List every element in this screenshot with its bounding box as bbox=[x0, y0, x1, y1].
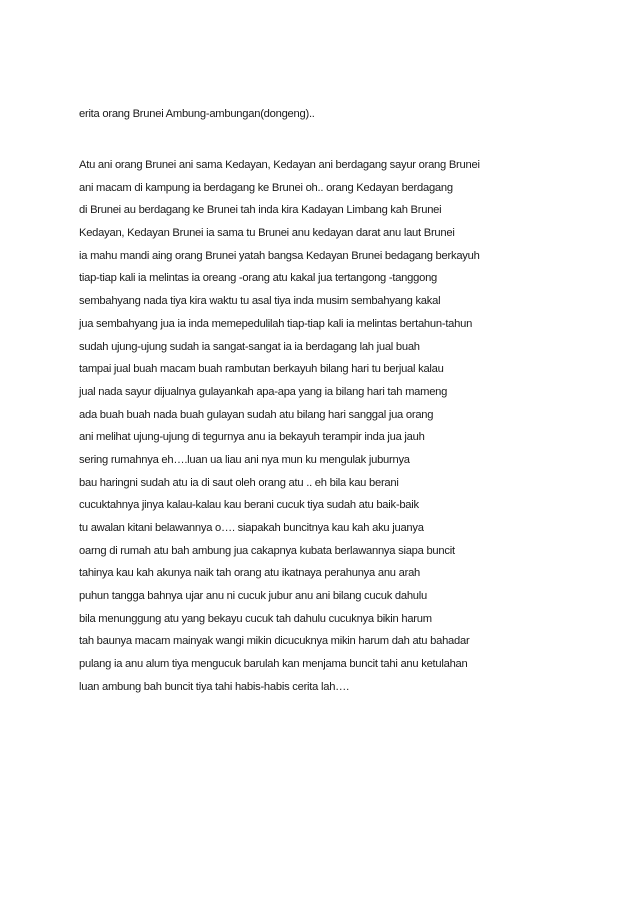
story-line: tu awalan kitani belawannya o…. siapakah buncitnya kau kah aku juanya bbox=[79, 522, 424, 534]
story-line: pulang ia anu alum tiya mengucuk barulah kan menjama buncit tahi anu ketulahan bbox=[79, 658, 468, 671]
story-line: ani macam di kampung ia berdagang ke Brunei oh.. orang Kedayan berdagang bbox=[79, 181, 453, 194]
story-line: tampai jual buah macam buah rambutan berkayuh bilang hari tu berjual kalau bbox=[79, 363, 444, 376]
story-line: cucuktahnya jinya kalau-kalau kau berani cucuk tiya sudah atu baik-baik bbox=[79, 499, 419, 512]
story-line: oarng di rumah atu bah ambung jua cakapnya kubata berlawannya siapa buncit bbox=[79, 544, 455, 557]
story-line: Atu ani orang Brunei ani sama Kedayan, Kedayan ani berdagang sayur orang Brunei bbox=[79, 159, 480, 171]
story-line: bau haringni sudah atu ia di saut oleh orang atu .. eh bila kau berani bbox=[79, 476, 399, 489]
story-line: Kedayan, Kedayan Brunei ia sama tu Brunei anu kedayan darat anu laut Brunei bbox=[79, 227, 455, 240]
story-line: jua sembahyang jua ia inda memepedulilah tiap-tiap kali ia melintas bertahun-tahun bbox=[79, 317, 473, 330]
story-line: sembahyang nada tiya kira waktu tu asal tiya inda musim sembahyang kakal bbox=[79, 295, 441, 308]
story-line: ia mahu mandi aing orang Brunei yatah bangsa Kedayan Brunei bedagang berkayuh bbox=[79, 249, 480, 262]
story-line: sering rumahnya eh….luan ua liau ani nya mun ku mengulak juburnya bbox=[79, 453, 410, 466]
story-line: jual nada sayur dijualnya gulayankah apa-apa yang ia bilang hari tah mameng bbox=[79, 385, 448, 398]
story-line: tah baunya macam mainyak wangi mikin dicucuknya mikin harum dah atu bahadar bbox=[79, 635, 470, 648]
story-line: bila menunggung atu yang bekayu cucuk tah dahulu cucuknya bikin harum bbox=[79, 612, 432, 625]
story-body bbox=[79, 158, 480, 703]
story-line: luan ambung bah buncit tiya tahi habis-habis cerita lah…. bbox=[79, 680, 349, 693]
story-line: di Brunei au berdagang ke Brunei tah inda kira Kadayan Limbang kah Brunei bbox=[79, 204, 442, 217]
story-line: ani melihat ujung-ujung di tegurnya anu ia bekayuh terampir inda jua jauh bbox=[79, 431, 425, 444]
story-line: ada buah buah nada buah gulayan sudah atu bilang hari sanggal jua orang bbox=[79, 408, 434, 421]
story-line: tiap-tiap kali ia melintas ia oreang -orang atu kakal jua tertangong -tanggong bbox=[79, 272, 438, 285]
story-line: tahinya kau kah akunya naik tah orang atu ikatnaya perahunya anu arah bbox=[79, 567, 421, 580]
story-line: sudah ujung-ujung sudah ia sangat-sangat ia ia berdagang lah jual buah bbox=[79, 340, 420, 353]
story-title: erita orang Brunei Ambung-ambungan(dongeng).. bbox=[79, 108, 315, 120]
story-line: puhun tangga bahnya ujar anu ni cucuk jubur anu ani bilang cucuk dahulu bbox=[79, 590, 427, 603]
